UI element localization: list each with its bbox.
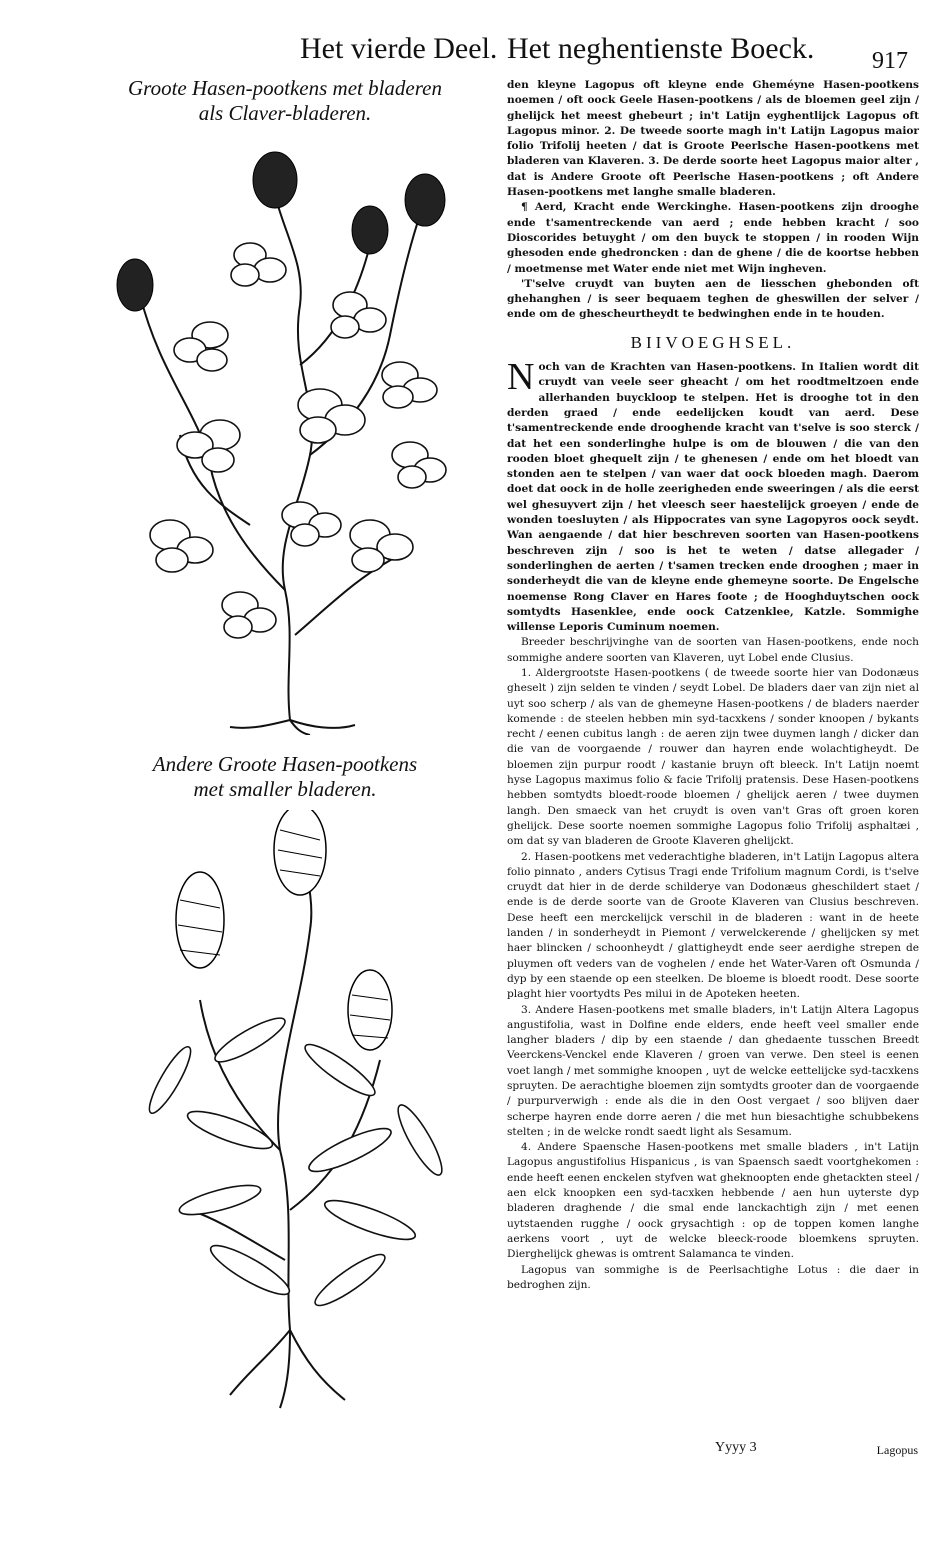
paragraph-properties: ¶ Aerd, Kracht ende Werckinghe. Hasen-pootkens zijn drooghe ende t'samentreckende van aerd ; ende hebben kracht / soo Dioscorides betuyght / om den buyck te stoppen / in rooden Wijn ghesoden ende ghedroncken : dan de ghene / die de koortse hebben / moetmense met Water ende niet met Wijn ingheven. — [507, 201, 919, 275]
running-header-right: Het neghentienste Boeck. — [507, 32, 815, 65]
catchword: Lagopus — [876, 1443, 918, 1457]
page-number: 917 — [872, 48, 908, 74]
section-heading: BIIVOEGHSEL. — [630, 332, 796, 352]
paragraph-external-use: 'T'selve cruydt van buyten aen de liesschen ghebonden oft ghehanghen / is seer bequaem teghen de gheswillen der selver / ende om de ghescheurtheydt te bedwinghen ende in te houden. — [507, 277, 919, 321]
paragraph-species-list: den kleyne Lagopus oft kleyne ende Gheméyne Hasen-pootkens noemen / oft oock Geele Hasen-pootkens / als de bloemen geel zijn / ghelijck het meest ghebeurt ; in't Latijn eyghentlijck Lagopus oft Lagopus minor. 2. De tweede soorte magh in't Latijn Lagopus maior folio Trifolij heeten / dat is Groote Peerlsche Hasen-pootkens met bladeren van Klaveren. 3. De derde soorte heet Lagopus maior alter , dat is Andere Groote oft Peerlsche Hasen-pootkens ; oft Andere Hasen-pootkens met langhe smalle bladeren. — [507, 79, 919, 199]
top-caption-line1: Groote Hasen-pootkens met bladeren — [128, 76, 442, 100]
clover-woodcut-illustration — [100, 135, 480, 735]
narrow-leaf-woodcut-illustration — [130, 810, 480, 1410]
paragraph-lotus-note: Lagopus van sommighe is de Peerlsachtighe Lotus : die daer in bedroghen zijn. — [507, 1263, 919, 1291]
top-caption-line2: als Claver-bladeren. — [198, 101, 372, 126]
paragraph-species-3: 3. Andere Hasen-pootkens met smalle bladers, in't Latijn Altera Lagopus angustifolia, wast in Dolfine ende elders, ende heeft veel smaller ende langher bladers / dip by een staende / dan ghedaente tusschen Breedt Veerckens-Venckel ende Klaveren / groen van verwe. Den steel is eenen voet langh / met sommighe knoopen , uyt de welcke eettelijcke syd-tacxkens spruyten. De aerachtighe bloemen zijn somtydts grooter dan de voorgaende / purpurverwigh : ende als die in den Oost vergaet / soo blijven daer scherpe hayren ende dorre aeren / die met hun biesachtighe schubbekens stelten ; in de welcke rondt saedt light als Sesamum. — [507, 1003, 919, 1138]
bottom-figure-caption — [80, 752, 490, 802]
paragraph-species-4: 4. Andere Spaensche Hasen-pootkens met smalle bladers , in't Latijn Lagopus angustifolius Hispanicus , is van Spaensch saedt voortghekomen : ende heeft eenen enckelen styfven wat gheknoopten ende ghetackten steel / aen elck knoopken een syd-tacxken hebbende / aen hun uyterste dyp bladeren draghende / die smal ende lanckachtigh zijn / met eenen uytstaenden rugghe / oock grysachtigh : op de toppen komen langhe aerkens voort , uyt de welcke bleeck-roode bloemkens spruyten. Dierghelijck ghewas is omtrent Salamanca te vinden. — [507, 1141, 919, 1261]
appendix-intro-text: och van de Krachten van Hasen-pootkens. In Italien wordt dit cruydt van veele seer gheacht / om het roodtmeltzoen ende allerhanden buyckloop te stelpen. Het is drooghe tot in den derden graed / ende eedelijcken koudt van aerd. Dese t'samentreckende ende drooghende kracht van t'selve is soo sterck / dat het een sonderlinghe hulpe is om de blouwen / die van den rooden bloet ghequelt zijn / te ghenesen / ende om het bloedt van stonden aen te stelpen / van waer dat oock bloeden magh. Daerom doet dat oock in de holle zeerigheden ende sweeringen / als die eerst wel ghesuyvert zijn / het vleesch seer haestelijck groeyen / ende de wonden toesluyten / als Hippocrates van syne Lagopyros oock seydt. Wan aengaende / dat hier beschreven soorten van Hasen-pootkens beschreven zijn / soo is het te weten / datse allegader / sonderlinghen de aerten / t'samen trecken ende drooghen ; maer in sonderheydt die van de kleyne ende ghemeyne soorte. De Engelsche noemense Rong Claver en Hares foote ; de Hooghduytschen oock somtydts Hasenklee, ende oock Catzenklee, Katzle. Sommighe willense Leporis Cuminum noemen. — [507, 361, 919, 634]
paragraph-species-1: 1. Aldergrootste Hasen-pootkens ( de tweede soorte hier van Dodonæus gheselt ) zijn selden te vinden / seydt Lobel. De bladers daer van zijn niet al uyt soo scherp / als van de ghemeyne Hasen-pootkens / de bladers naerder komende : de steelen hebben min syd-tacxkens / sonder knoopen / bykants recht / eenen cubitus langh : de aeren zijn twee duymen langh / dicker dan die van de voorgaende / rouwer dan hayren ende wolachtigheydt. De bloemen zijn purpur roodt / kastanie bruyn oft bleeck. In't Latijn noemt hyse Lagopus maximus folio & facie Trifolij pratensis. Dese Hasen-pootkens hebben somtydts bloedt-roode bloemen / ghelijck aeren / twee duymen langh. Den smaeck van het cruydt is oven van't Gras oft groen koren ghelijck. Dese soorte noemen sommighe Lagopus folio Trifolij asphaltæi , om dat sy van bladeren de Groote Klaveren ghelijckt. — [507, 666, 919, 848]
signature-mark: Yyyy 3 — [715, 1440, 757, 1455]
drop-cap: N — [507, 356, 535, 399]
paragraph-appendix-intro — [507, 356, 919, 635]
top-figure-caption — [80, 76, 490, 126]
text-column — [507, 78, 919, 1293]
paragraph-species-2: 2. Hasen-pootkens met vederachtighe bladeren, in't Latijn Lagopus altera folio pinnato , anders Cytisus Tragi ende Trifolium magnum Cordi, is t'selve cruydt dat hier in de derde schilderye van Dodonæus gheschildert staet / ende is de derde soorte van de Groote Klaveren van Clusius beschreven. Dese heeft een merckelijck verschil in de bladeren : want in de heete landen / in sonderheydt in Piemont / verwelckerende / ghelijcken sy met haer blincken / schoonheydt / glattigheydt ende seer aerdighe strepen de pluymen oft veders van de voghelen / ende het Water-Varen oft Osmunda / dyp by een staende op een steelken. De bloeme is bloedt roodt. Dese soorte plaght hier voortydts Pes milui in de Apoteken heeten. — [507, 850, 919, 1001]
bottom-caption-line2: met smaller bladeren. — [193, 777, 377, 802]
paragraph-description-heading: Breeder beschrijvinghe van de soorten van Hasen-pootkens, ende noch sommighe andere soorten van Klaveren, uyt Lobel ende Clusius. — [507, 636, 919, 664]
running-header-left: Het vierde Deel. — [300, 32, 498, 65]
bottom-caption-line1: Andere Groote Hasen-pootkens — [152, 752, 418, 776]
